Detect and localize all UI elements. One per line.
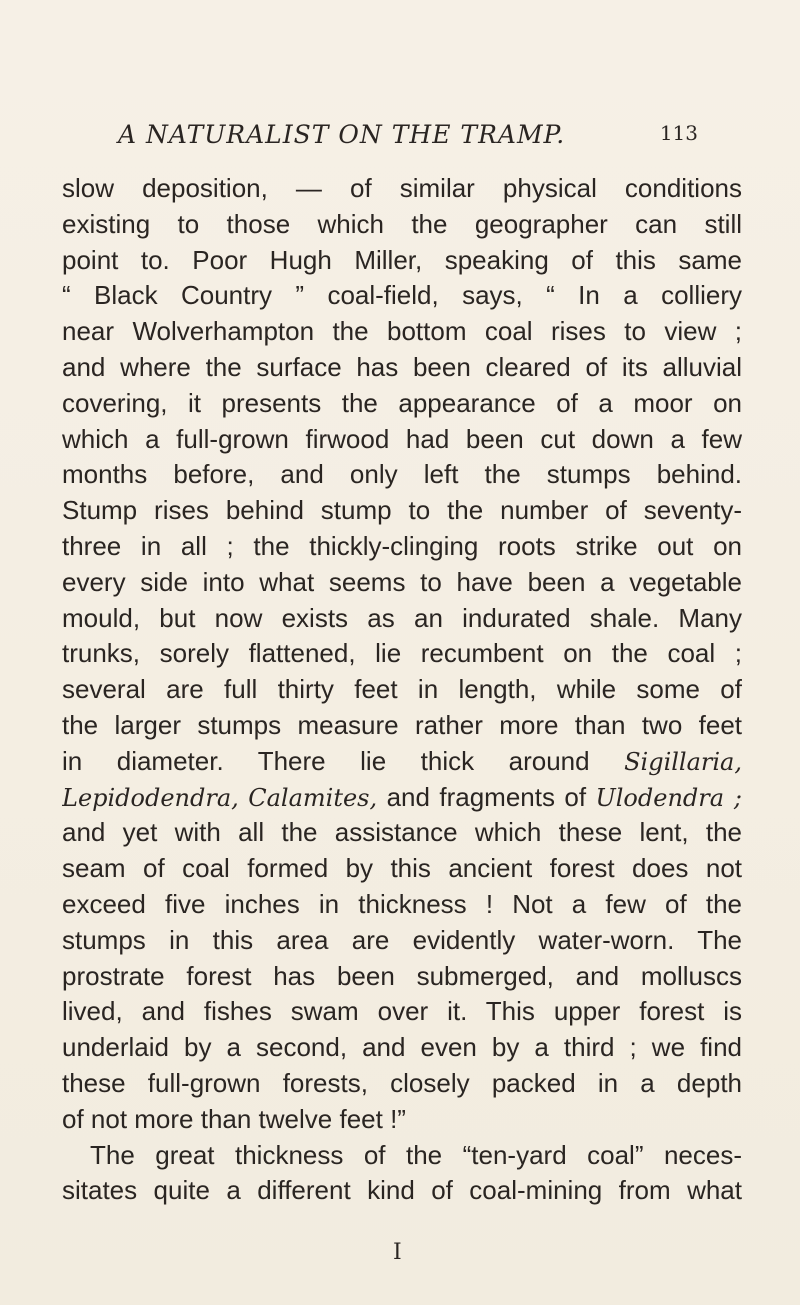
text-line-with-italics [62,744,742,780]
text-line: months before, and only left the stumps behind. [62,459,742,490]
text-line: and yet with all the assistance which these lent, the [62,817,742,848]
text-line: every side into what seems to have been a vegetable [62,566,742,597]
text-line: Stump rises behind stump to the number of seventy- [62,495,742,526]
page-number: 113 [659,121,698,145]
text-fragment: in diameter. There lie thick around [62,745,590,776]
running-head [118,120,698,152]
running-title: A NATURALIST ON THE TRAMP. [118,120,566,149]
text-line: prostrate forest has been submerged, and molluscs [62,960,742,991]
text-line: the larger stumps measure rather more than two feet [62,709,742,740]
text-line: and where the surface has been cleared of its alluvial [62,351,742,382]
italic-term-ulodendra: Ulodendra ; [595,783,742,812]
text-line-paragraph-start: The great thickness of the “ten-yard coal” neces- [90,1139,742,1170]
text-line: existing to those which the geographer can still [62,208,742,239]
text-line: stumps in this area are evidently water-worn. The [62,924,742,955]
text-line: trunks, sorely flattened, lie recumbent on the coal ; [62,638,742,669]
italic-term-sigillaria: Sigillaria, [624,747,742,776]
text-line: seam of coal formed by this ancient forest does not [62,853,742,884]
text-line: mould, but now exists as an indurated shale. Many [62,602,742,633]
text-line-paragraph-end: of not more than twelve feet !” [62,1103,406,1134]
signature-mark: I [393,1240,402,1265]
text-line: which a full-grown firwood had been cut down a few [62,423,742,454]
text-line: “ Black Country ” coal-field, says, “ In a colliery [62,280,742,311]
text-line: underlaid by a second, and even by a third ; we find [62,1032,742,1063]
text-line: these full-grown forests, closely packed in a depth [62,1067,742,1098]
text-line: three in all ; the thickly-clinging roots strike out on [62,530,742,561]
text-line: lived, and fishes swam over it. This upper forest is [62,996,742,1027]
text-fragment: and fragments of [386,781,587,812]
text-line: slow deposition, — of similar physical conditions [62,173,742,203]
text-line: point to. Poor Hugh Miller, speaking of this same [62,244,742,275]
text-line: sitates quite a different kind of coal-mining from what [62,1175,742,1206]
text-line-with-italics [62,780,742,816]
body-text [62,171,742,1209]
italic-term-lepidodendra: Lepidodendra, [62,783,239,812]
italic-term-calamites: Calamites, [248,783,378,812]
text-line: several are full thirty feet in length, while some of [62,674,742,705]
text-line: exceed five inches in thickness ! Not a few of the [62,888,742,919]
text-line: near Wolverhampton the bottom coal rises to view ; [62,316,742,347]
text-line: covering, it presents the appearance of a moor on [62,387,742,418]
